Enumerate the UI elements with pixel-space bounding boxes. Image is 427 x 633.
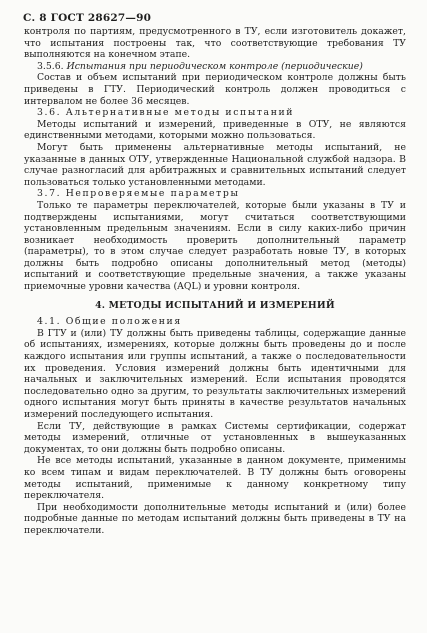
- paragraph: Методы испытаний и измерений, приведенные в ОТУ, не являются единственными методами, которыми можно пользоваться.: [24, 118, 406, 142]
- subsection-heading: 4.1. Общие положения: [37, 316, 182, 328]
- subsection-heading: 3.7. Непроверяемые параметры: [37, 188, 240, 200]
- paragraph: Состав и объем испытаний при периодическом контроле должны быть приведены в ГТУ. Периодический контроль должен проводиться с интервалом не более 36 месяцев.: [24, 72, 406, 107]
- page-header: С. 8 ГОСТ 28627—90: [23, 12, 152, 24]
- subsection-heading: [24, 61, 406, 73]
- section-title: 4. МЕТОДЫ ИСПЫТАНИЙ И ИЗМЕРЕНИЙ: [95, 299, 335, 311]
- paragraph: В ГТУ и (или) ТУ должны быть приведены таблицы, содержащие данные об испытаниях, измерениях, которые должны быть проведены до и после каждого испытания или группы испытаний, а также о последовательности их проведения. Условия измерений должны быть идентичными для начальных и заключительных измерений. Если испытания проводятся последовательно одно за другим, то результаты заключительных измерений одного испытания могут быть приняты в качестве результатов начальных измерений последующего испытания.: [24, 327, 406, 420]
- page-body: [24, 26, 406, 537]
- subsection-title: Испытания при периодическом контроле (периодические): [66, 60, 363, 72]
- subsection-number: 3.5.6.: [37, 60, 64, 72]
- paragraph: Не все методы испытаний, указанные в данном документе, применимы ко всем типам и видам переключателей. В ТУ должны быть оговорены методы испытаний, применимые к данному конкретному типу переключателя.: [24, 455, 406, 502]
- paragraph: Если ТУ, действующие в рамках Системы сертификации, содержат методы измерений, отличные от установленных в вышеуказанных документах, то они должны быть подробно описаны.: [24, 420, 406, 455]
- paragraph: Только те параметры переключателей, которые были указаны в ТУ и подтверждены испытаниями, могут считаться соответствующими установленным предельным значениям. Если в силу каких-либо причин возникает необходимость проверить дополнительный параметр (параметры), то в этом случае следует разработать новые ТУ, в которых должны быть подробно описаны дополнительный метод (методы) испытаний и соответствующие предельные значения, а также указаны приемочные уровни качества (AQL) и уровни контроля.: [24, 199, 406, 293]
- paragraph: контроля по партиям, предусмотренного в ТУ, если изготовитель докажет, что испытания построены так, что соответствующие требования ТУ выполняются на конечном этапе.: [24, 26, 406, 61]
- paragraph: При необходимости дополнительные методы испытаний и (или) более подробные данные по методам испытаний должны быть приведены в ТУ на переключатели.: [24, 501, 406, 536]
- subsection-heading: 3.6. Альтернативные методы испытаний: [37, 107, 295, 119]
- paragraph: Могут быть применены альтернативные методы испытаний, не указанные в данных ОТУ, утвержденные Национальной службой надзора. В случае разногласий для арбитражных и сравнительных испытаний следует пользоваться только установленными методами.: [24, 141, 406, 188]
